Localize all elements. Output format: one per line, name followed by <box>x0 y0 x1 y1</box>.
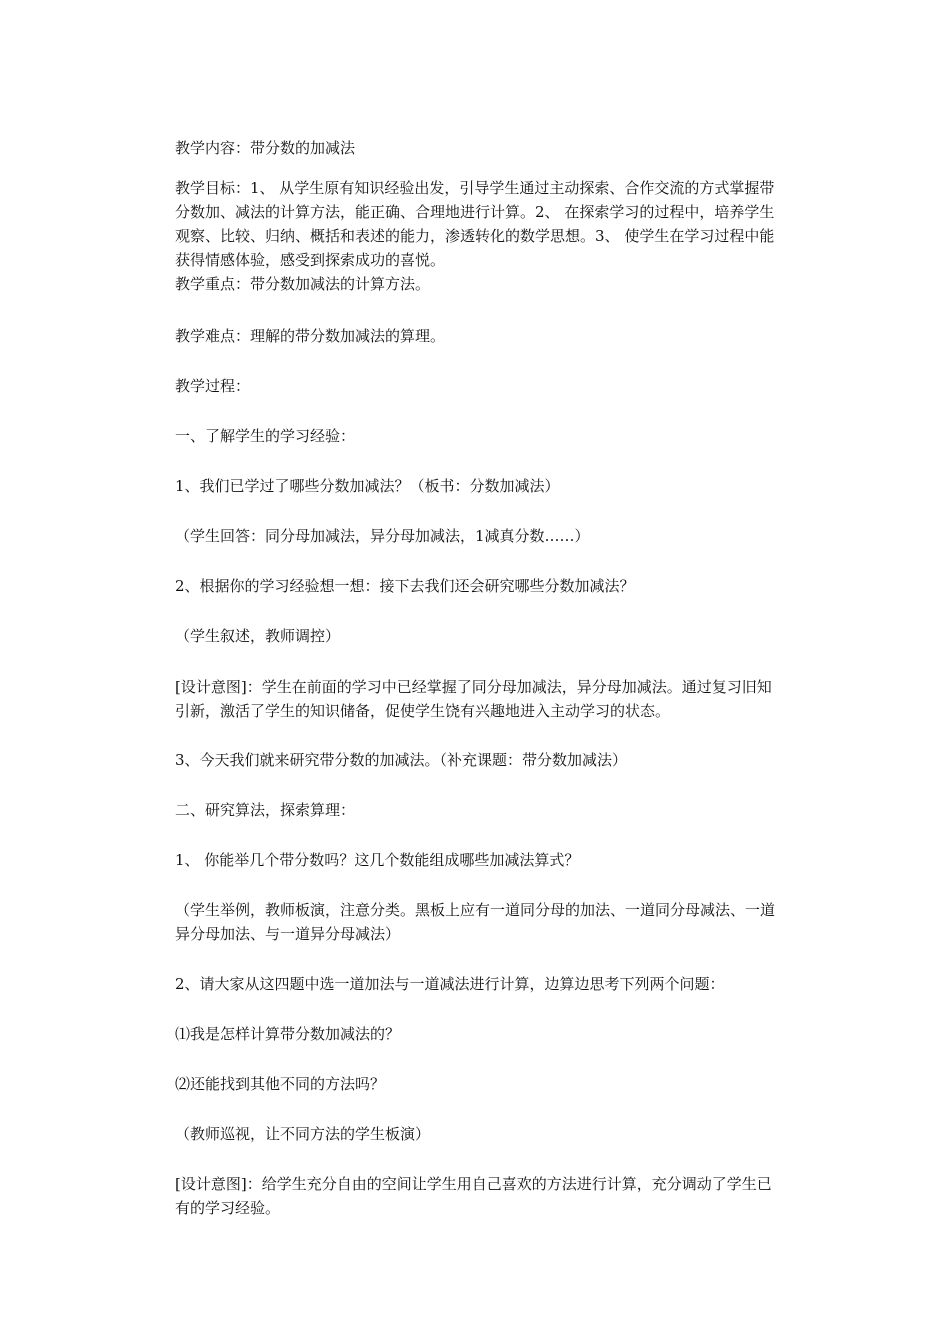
design-intent-two: [设计意图]：给学生充分自由的空间让学生用自己喜欢的方法进行计算，充分调动了学生已有的学习经验。 <box>175 1175 772 1217</box>
sub-question-one: ⑴我是怎样计算带分数加减法的？ <box>175 1025 401 1043</box>
student-examples-note: （学生举例，教师板演，注意分类。黑板上应有一道同分母的加法、一道同分母减法、一道异分母加法、与一道异分母减法） <box>175 901 776 943</box>
process-heading: 教学过程： <box>175 377 251 395</box>
sub-question-two: ⑵还能找到其他不同的方法吗？ <box>175 1075 386 1093</box>
design-intent-one: [设计意图]：学生在前面的学习中已经掌握了同分母加减法，异分母加减法。通过复习旧知引新，激活了学生的知识储备，促使学生饶有兴趣地进入主动学习的状态。 <box>175 678 772 720</box>
section-two-heading: 二、研究算法，探索算理： <box>175 801 356 819</box>
task-two: 2、请大家从这四题中选一道加法与一道减法进行计算，边算边思考下列两个问题： <box>175 975 725 993</box>
question-two: 2、根据你的学习经验想一想：接下去我们还会研究哪些分数加减法？ <box>175 577 635 595</box>
question-one: 1、我们已学过了哪些分数加减法？（板书：分数加减法） <box>175 477 560 495</box>
task-one: 1、 你能举几个带分数吗？这几个数能组成哪些加减法算式？ <box>175 851 580 869</box>
section-one-heading: 一、了解学生的学习经验： <box>175 427 356 445</box>
question-three: 3、今天我们就来研究带分数的加减法。（补充课题：带分数加减法） <box>175 751 628 769</box>
difficulty-line: 教学难点：理解的带分数加减法的算理。 <box>175 327 446 345</box>
teacher-patrol-note: （教师巡视，让不同方法的学生板演） <box>175 1125 431 1143</box>
key-point-line: 教学重点：带分数加减法的计算方法。 <box>175 275 431 293</box>
student-answer-one: （学生回答：同分母加减法，异分母加减法，1减真分数……） <box>175 527 590 545</box>
student-narration: （学生叙述，教师调控） <box>175 627 341 645</box>
content-heading: 教学内容：带分数的加减法 <box>175 139 356 157</box>
objectives-paragraph: 教学目标：1、 从学生原有知识经验出发，引导学生通过主动探索、合作交流的方式掌握带分数加、减法的计算方法，能正确、合理地进行计算。2、 在探索学习的过程中，培养学生观察、比较、归纳、概括和表述的能力，渗透转化的数学思想。3、 使学生在学习过程中能获得情感体验，感受到探索成功的喜悦。 <box>175 179 775 269</box>
